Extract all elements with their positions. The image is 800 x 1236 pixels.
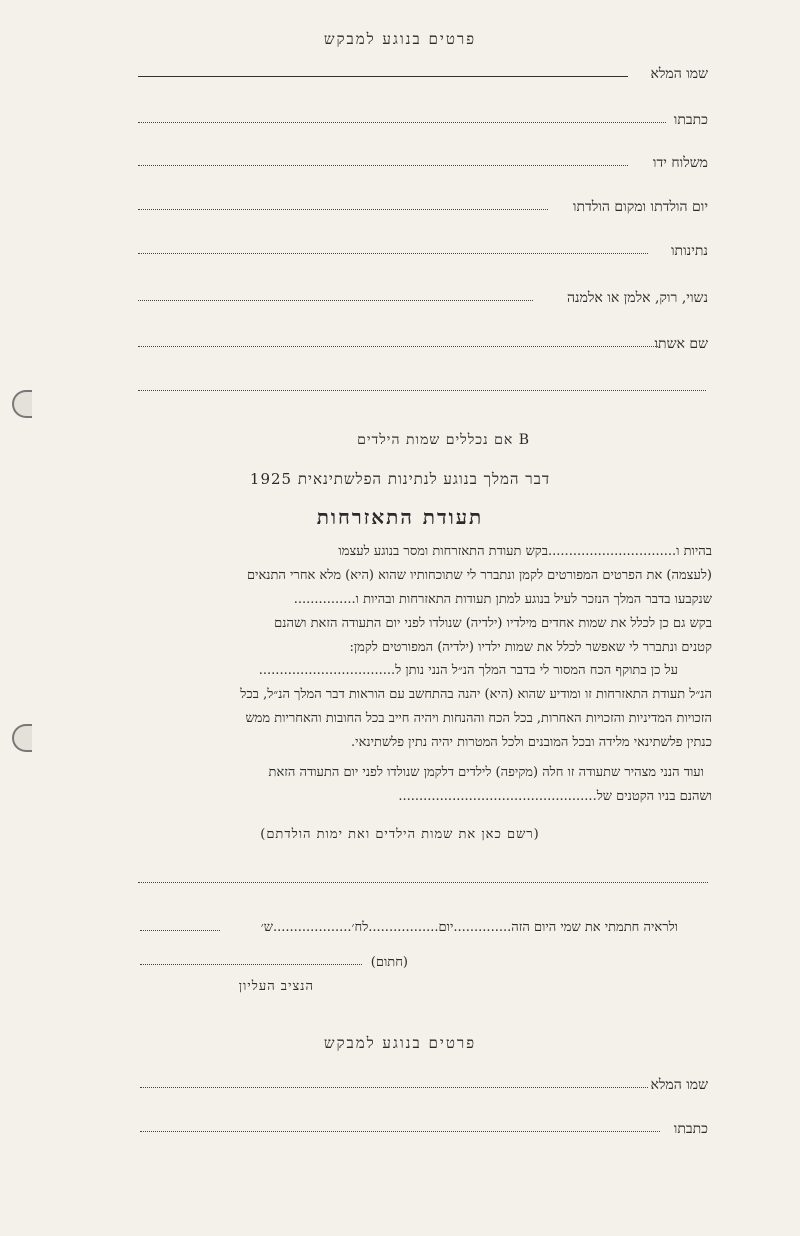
field-birth-label: יום הולדתו ומקום הולדתו (572, 199, 708, 215)
extra-line (138, 390, 706, 391)
para1-line: קטנים ונתברר לי שאפשר לכלל את שמות ילדיו (ילדיה) המפורטים לקמן: (349, 640, 712, 655)
para2-line: כנתין פלשתינאי מלידה ובכל המובנים ולכל המטרות יהיה נתין פלשתינאי. (351, 735, 712, 750)
field-full-name-line (138, 76, 628, 77)
section-b-label: B (518, 432, 530, 448)
field-nationality-line (138, 253, 648, 254)
punch-hole-icon (12, 724, 32, 752)
decree-title-text: דבר המלך בנוגע לנתינות הפלשתינאית (297, 470, 551, 488)
para1-line: בקש גם כן לכלל את שמות אחדים מילדיו (ילדיה) שנולדו לפני יום התעודה הזאת ושהנם (274, 616, 712, 631)
para2-line: הזכויות המדיניות והזכויות האחרות, בכל הכח וההנחות ויהיה חייב בכל החובות והאחריות ממש (245, 711, 712, 726)
witness-line: ולראיה חתמתי את שמי היום הזה..............יום.................לח׳...................ש׳ (260, 920, 678, 935)
punch-hole-icon (12, 390, 32, 418)
footer-name-line (140, 1087, 648, 1088)
section-b-text: אם נכללים שמות הילדים (357, 432, 514, 448)
field-marital-line (138, 300, 533, 301)
para3-line: ושהנם בניו הקטנים של................................................ (398, 789, 712, 804)
signature-line (140, 964, 362, 965)
field-address-label: כתבתו (673, 112, 708, 128)
signature-label: (חתום) (370, 955, 408, 970)
decree-title (0, 470, 800, 489)
footer-address-line (140, 1131, 660, 1132)
field-nationality-label: נתינותו (670, 243, 708, 259)
para2-line: הנ״ל תעודת התאזרחות זו ומודיע שהוא (היא) יהנה בהתחשב עם הוראות דבר המלך הנ״ל, בכל (240, 687, 712, 702)
footer-name-label: שמו המלא (650, 1077, 708, 1093)
children-line (138, 882, 708, 883)
decree-year: 1925 (249, 470, 293, 488)
field-birth-line (138, 209, 548, 210)
year-line (140, 930, 220, 931)
page-title: פרטים בנוגע למבקש (323, 30, 477, 48)
para1-line: (לעצמה) את הפרטים המפורטים לקמן ונתברר לי שתוכחותיו שהוא (היא) מלא אחרי התנאים (246, 568, 712, 583)
field-occupation-line (138, 165, 628, 166)
footer-address-label: כתבתו (673, 1121, 708, 1137)
field-address-line (138, 122, 666, 123)
para1-line: שנקבעו בדבר המלך הנזכר לעיל בנוגע למתן תעודות התאזרחות ובהיות ו............... (293, 592, 712, 607)
field-wife-line (138, 346, 658, 347)
para3-line: ועוד הנני מצהיר שתעודה זו חלה (מקיפה) לילדים דלקמן שנולדו לפני יום התעודה הזאת (268, 765, 704, 780)
field-marital-label: נשוי, רוק, אלמן או אלמנה (566, 290, 708, 306)
certificate-title: תעודת התאזרחות (316, 505, 484, 529)
section-b-heading (357, 432, 530, 449)
field-wife-label: שם אשתו (654, 336, 708, 352)
para1-line: בהיות ו...............................בקש תעודת התאזרחות ומסר בנוגע לעצמו (338, 544, 712, 559)
signer-title: הנציב העליון (238, 979, 314, 994)
field-occupation-label: משלוח ידו (652, 155, 708, 171)
footer-title: פרטים בנוגע למבקש (323, 1034, 477, 1052)
para2-line: על כן בתוקף הכח המסור לי בדבר המלך הנ״ל הנני נותן ל................................. (258, 663, 678, 678)
field-full-name-label: שמו המלא (650, 66, 708, 82)
register-note: (רשם כאן את שמות הילדים ואת ימות הולדתם) (260, 827, 540, 842)
